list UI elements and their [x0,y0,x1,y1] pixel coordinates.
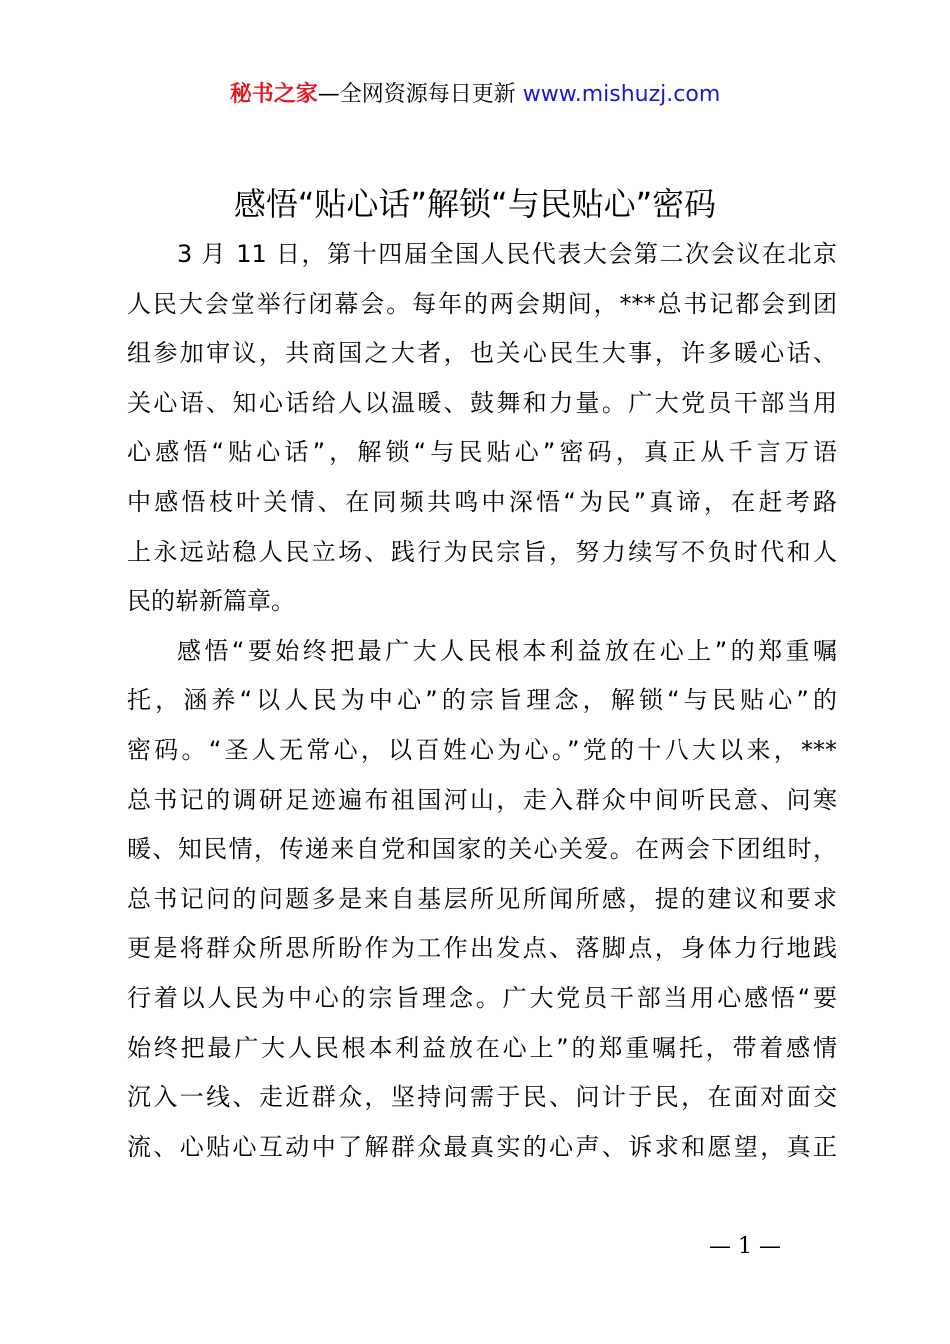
text-line: 组参加审议，共商国之大者，也关心民生大事，许多暖心话、 [127,339,837,368]
text-line: 总书记问的问题多是来自基层所见所闻所感，提的建议和要求 [127,884,837,913]
site-url[interactable]: www.mishuzj.com [522,82,721,107]
site-tagline: —全网资源每日更新 [317,82,523,107]
site-brand: 秘书之家 [229,82,318,107]
site-header [0,80,950,110]
text-line: 流、心贴心互动中了解群众最真实的心声、诉求和愿望，真正 [127,1132,837,1161]
paragraph-2 [127,627,837,1173]
text-line: 人民大会堂举行闭幕会。每年的两会期间，***总书记都会到团 [127,289,837,318]
page-number: — 1 — [709,1234,781,1259]
text-line: 始终把最广大人民根本利益放在心上”的郑重嘱托，带着感情 [127,1033,837,1062]
text-line: 总书记的调研足迹遍布祖国河山，走入群众中间听民意、问寒 [127,785,837,814]
text-line: 托，涵养“以人民为中心”的宗旨理念，解锁“与民贴心”的 [127,686,837,715]
text-line: 感悟“要始终把最广大人民根本利益放在心上”的郑重嘱 [177,636,837,665]
text-line: 中感悟枝叶关情、在同频共鸣中深悟“为民”真谛，在赶考路 [127,487,837,516]
document-title: 感悟“贴心话”解锁“与民贴心”密码 [233,185,717,223]
text-line: 关心语、知心话给人以温暖、鼓舞和力量。广大党员干部当用 [127,388,837,417]
text-line: 暖、知民情，传递来自党和国家的关心关爱。在两会下团组时， [127,835,837,864]
document-body [127,230,837,1172]
text-line: 沉入一线、走近群众，坚持问需于民、问计于民，在面对面交 [127,1083,837,1112]
text-line: 上永远站稳人民立场、践行为民宗旨，努力续写不负时代和人 [127,537,837,566]
text-line: 民的崭新篇章。 [127,587,295,616]
text-line: 3 月 11 日，第十四届全国人民代表大会第二次会议在北京 [177,240,837,268]
text-line: 更是将群众所思所盼作为工作出发点、落脚点，身体力行地践 [127,934,837,963]
text-line: 密码。“圣人无常心，以百姓心为心。”党的十八大以来，*** [127,735,837,764]
text-line: 心感悟“贴心话”，解锁“与民贴心”密码，真正从千言万语 [127,438,837,467]
paragraph-1 [127,230,837,627]
text-line: 行着以人民为中心的宗旨理念。广大党员干部当用心感悟“要 [127,983,837,1012]
